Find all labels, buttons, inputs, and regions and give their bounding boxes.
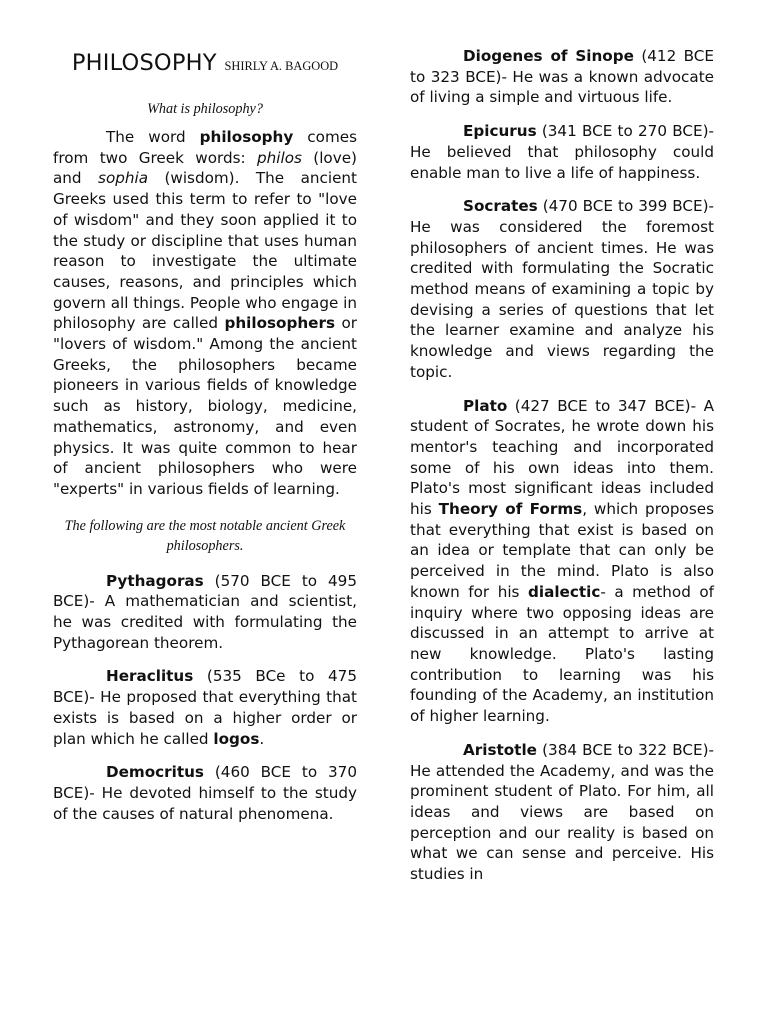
philosopher-name: Heraclitus (106, 667, 194, 686)
philosopher-entry-aristotle: Aristotle (384 BCE to 322 BCE)- He attended the Academy, and was the prominent student of Plato. For him, all ideas and views are based on perception and our reality is based on what we can sense and perceive. His studies in (410, 740, 714, 884)
philosopher-name: Socrates (463, 197, 538, 216)
term-logos: logos (213, 729, 260, 748)
author-name: SHIRLY A. BAGOOD (224, 59, 339, 73)
left-column (53, 46, 357, 824)
term-philos: philos (257, 148, 302, 167)
notable-philosophers-heading: The following are the most notable ancient Greek philosophers. (64, 517, 346, 554)
document-header (53, 48, 357, 81)
term-philosophy: philosophy (199, 128, 294, 146)
intro-paragraph: The word philosophy comes from two Greek words: philos (love) and sophia (wisdom). The ancient Greeks used this term to refer to "love of wisdom" and they soon applied it to the study or discipline that uses human reason to investigate the ultimate causes, reasons, and principles which govern all things. People who engage in philosophy are called philosophers or "lovers of wisdom." Among the ancient Greeks, the philosophers became pioneers in various fields of knowledge such as history, biology, medicine, mathematics, astronomy, and even physics. It was quite common to hear of ancient philosophers who were "experts" in various fields of learning. (53, 128, 357, 498)
term-theory-of-forms: Theory of Forms (438, 500, 583, 519)
right-column (410, 46, 714, 885)
philosopher-name: Epicurus (463, 122, 537, 141)
philosopher-name: Aristotle (463, 740, 537, 759)
philosopher-entry-heraclitus: Heraclitus (535 BCe to 475 BCE)- He proposed that everything that exists is based on a higher order or plan which he called logos. (53, 667, 357, 748)
term-philosophers: philosophers (224, 314, 335, 333)
term-sophia: sophia (98, 169, 149, 188)
document-title: PHILOSOPHY (71, 50, 217, 76)
philosopher-name: Democritus (106, 763, 204, 782)
philosopher-entry-diogenes: Diogenes of Sinope (412 BCE to 323 BCE)- He was a known advocate of living a simple and virtuous life. (410, 47, 715, 107)
philosopher-name: Diogenes of Sinope (463, 47, 634, 65)
philosopher-entry-socrates: Socrates (470 BCE to 399 BCE)- He was considered the foremost philosophers of ancient times. He was credited with formulating the Socratic method means of examining a topic by devising a series of questions that let the learner examine and analyze his knowledge and views regarding the topic. (410, 197, 714, 381)
philosopher-name: Plato (463, 396, 508, 415)
philosopher-entry-epicurus: Epicurus (341 BCE to 270 BCE)- He believed that philosophy could enable man to live a life of happiness. (410, 122, 714, 182)
section-question: What is philosophy? (147, 101, 263, 117)
philosopher-entry-democritus: Democritus (460 BCE to 370 BCE)- He devoted himself to the study of the causes of natural phenomena. (53, 763, 357, 823)
philosopher-name: Pythagoras (106, 571, 204, 590)
philosopher-entry-pythagoras: Pythagoras (570 BCE to 495 BCE)- A mathematician and scientist, he was credited with formulating the Pythagorean theorem. (53, 571, 357, 652)
philosopher-entry-plato: Plato (427 BCE to 347 BCE)- A student of Socrates, he wrote down his mentor's teaching and incorporated some of his own ideas into them. Plato's most significant ideas included his Theory of Forms, which proposes that everything that exist is based on an idea or template that can only be perceived in the mind. Plato is also known for his dialectic- a method of inquiry where two opposing ideas are discussed in an attempt to arrive at new knowledge. Plato's lasting contribution to learning was his founding of the Academy, an institution of higher learning. (410, 396, 715, 726)
term-dialectic: dialectic (528, 582, 601, 601)
